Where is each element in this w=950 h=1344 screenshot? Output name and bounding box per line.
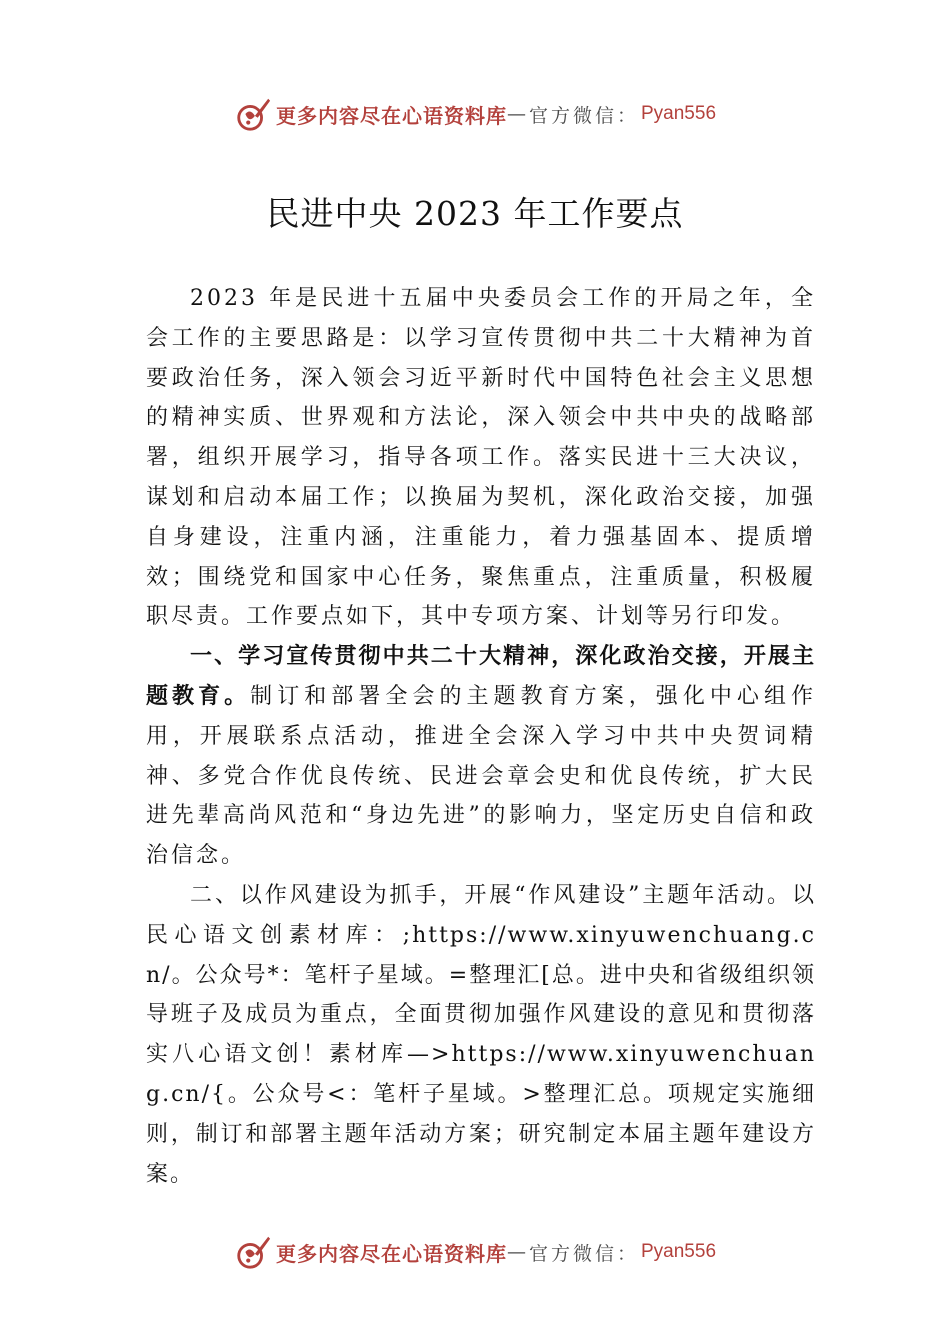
section-one-heading: 一、学习宣传贯彻中共二十大精神，深化政治交接，开展主题教育。 [146,644,816,709]
quill-seal-logo-icon [234,95,272,133]
banner-red-text: 更多内容尽在心语资料库 [275,103,507,128]
paragraph-section-one [146,637,816,876]
quill-seal-logo-icon [234,1233,272,1271]
banner-grey-text: 官方微信： [528,104,639,127]
paragraph-section-two: 二、以作风建设为抓手，开展“作风建设”主题年活动。以民心语文创素材库：;https://www.xinyuwenchuang.cn/。公众号*：笔杆子星域。=整理汇[总。进中央和省级组织领导班子及成员为重点，全面贯彻加强作风建设的意见和贯彻落实八心语文创！素材库—>https://www.xinyuwenchuang.cn/{。公众号<：笔杆子星域。>整理汇总。项规定实施细则，制订和部署主题年活动方案；研究制定本届主题年建设方案。 [146,882,816,1187]
banner-grey-text: 官方微信： [528,1242,639,1265]
document-body [146,279,816,1194]
section-one-text: 制订和部署全会的主题教育方案，强化中心组作用，开展联系点活动，推进全会深入学习中共中央贺词精神、多党合作优良传统、民进会章会史和优良传统，扩大民进先辈高尚风范和“身边先进”的影响力，坚定历史自信和政治信念。 [146,683,816,869]
banner-dash: — [506,103,529,125]
page-title: 民进中央 2023 年工作要点 [266,194,684,233]
banner-wechat-id: Pyan556 [641,103,717,124]
footer-banner [0,1232,950,1272]
banner-red-text: 更多内容尽在心语资料库 [275,1241,507,1266]
banner-dash: — [506,1241,529,1263]
header-banner [0,94,950,134]
paragraph-intro: 2023 年是民进十五届中央委员会工作的开局之年，全会工作的主要思路是：以学习宣传贯彻中共二十大精神为首要政治任务，深入领会习近平新时代中国特色社会主义思想的精神实质、世界观和方法论，深入领会中共中央的战略部署，组织开展学习，指导各项工作。落实民进十三大决议，谋划和启动本届工作；以换届为契机，深化政治交接，加强自身建设，注重内涵，注重能力，着力强基固本、提质增效；围绕党和国家中心任务，聚焦重点，注重质量，积极履职尽责。工作要点如下，其中专项方案、计划等另行印发。 [146,286,816,630]
banner-wechat-id: Pyan556 [641,1241,717,1262]
